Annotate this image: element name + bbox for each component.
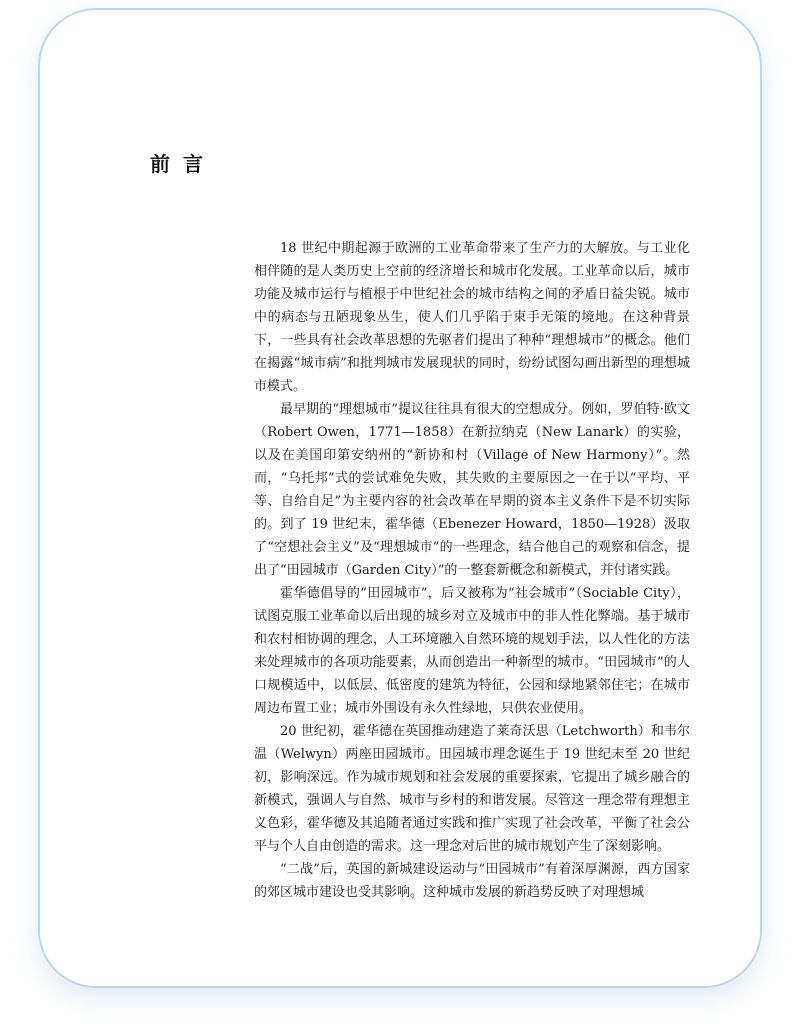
- paragraph-5: “二战”后，英国的新城建设运动与“田园城市”有着深厚渊源，西方国家的郊区城市建设也受其影响。这种城市发展的新趋势反映了对理想城: [254, 862, 690, 900]
- preface-body: [254, 237, 690, 904]
- paragraph-1: 18 世纪中期起源于欧洲的工业革命带来了生产力的大解放。与工业化相伴随的是人类历史上空前的经济增长和城市化发展。工业革命以后，城市功能及城市运行与植根于中世纪社会的城市结构之间的矛盾日益尖锐。城市中的病态与丑陋现象丛生，使人们几乎陷于束手无策的境地。在这种背景下，一些具有社会改革思想的先驱者们提出了种种“理想城市”的概念。他们在揭露“城市病”和批判城市发展现状的同时，纷纷试图勾画出新型的理想城市模式。: [254, 241, 690, 394]
- paragraph-4: 20 世纪初，霍华德在英国推动建造了莱奇沃思（Letchworth）和韦尔温（Welwyn）两座田园城市。田园城市理念诞生于 19 世纪末至 20 世纪初，影响深远。作为城市规划和社会发展的重要探索，它提出了城乡融合的新模式，强调人与自然、城市与乡村的和谐发展。尽管这一理念带有理想主义色彩，霍华德及其追随者通过实践和推广实现了社会改革，平衡了社会公平与个人自由创造的需求。这一理念对后世的城市规划产生了深刻影响。: [254, 724, 690, 854]
- paragraph-2: 最早期的“理想城市”提议往往具有很大的空想成分。例如，罗伯特·欧文（Robert Owen，1771—1858）在新拉纳克（New Lanark）的实验，以及在美国印第安纳州的“新协和村（Village of New Harmony）”。然而，“乌托邦”式的尝试难免失败，其失败的主要原因之一在于以“平均、平等、自给自足”为主要内容的社会改革在早期的资本主义条件下是不切实际的。到了 19 世纪末，霍华德（Ebenezer Howard，1850—1928）汲取了“空想社会主义”及“理想城市”的一些理念，结合他自己的观察和信念，提出了“田园城市（Garden City）”的一整套新概念和新模式，并付诸实践。: [254, 402, 690, 578]
- page-title: 前言: [150, 152, 216, 176]
- paragraph-3: 霍华德倡导的“田园城市”，后又被称为“社会城市”（Sociable City），试图克服工业革命以后出现的城乡对立及城市中的非人性化弊端。基于城市和农村相协调的理念，人工环境融入自然环境的规划手法，以人性化的方法来处理城市的各项功能要素，从而创造出一种新型的城市。“田园城市”的人口规模适中，以低层、低密度的建筑为特征，公园和绿地紧邻住宅；在城市周边布置工业；城市外围设有永久性绿地，只供农业使用。: [254, 586, 690, 716]
